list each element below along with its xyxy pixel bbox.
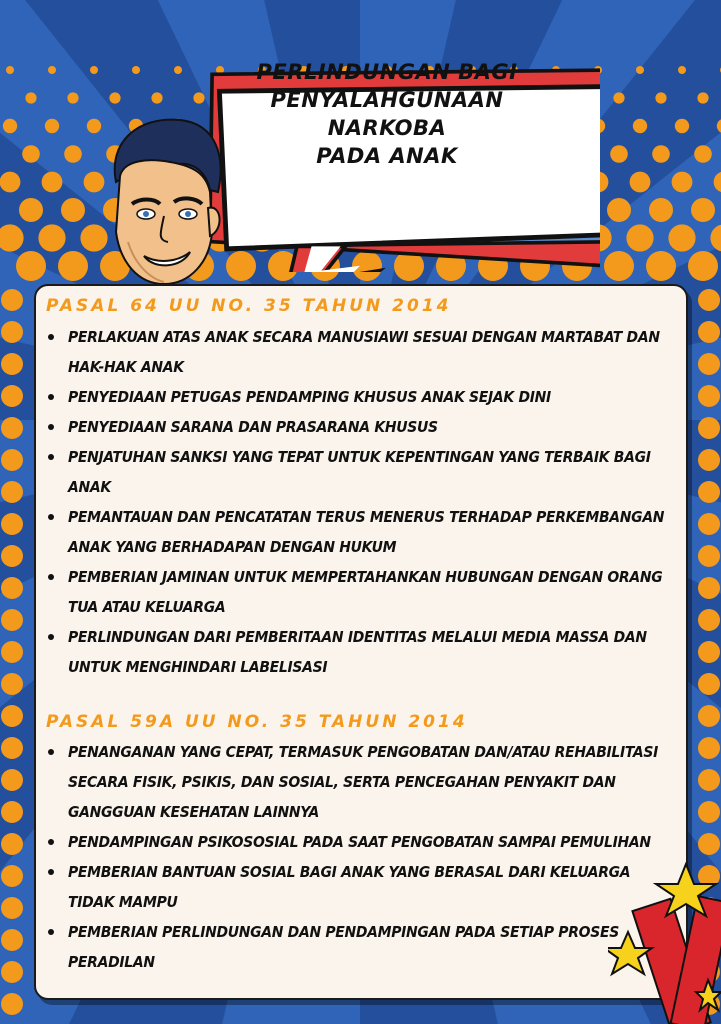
bullet-icon — [48, 749, 54, 755]
halftone-dot — [678, 66, 686, 74]
halftone-dot — [1, 513, 23, 535]
halftone-dot — [67, 92, 78, 103]
list-item-text: PEMBERIAN JAMINAN UNTUK MEMPERTAHANKAN HUBUNGAN DENGAN ORANG TUA ATAU KELUARGA — [68, 568, 663, 616]
bullet-icon — [48, 929, 54, 935]
halftone-dot — [626, 224, 653, 251]
halftone-dot — [48, 66, 56, 74]
halftone-dot — [691, 198, 715, 222]
bullet-icon — [48, 574, 54, 580]
halftone-dot — [698, 801, 720, 823]
list-item-text: PEMBERIAN PERLINDUNGAN DAN PENDAMPINGAN PADA SETIAP PROSES PERADILAN — [68, 923, 619, 971]
halftone-dot — [604, 251, 634, 281]
halftone-dot — [1, 481, 23, 503]
list-item-text: PENANGANAN YANG CEPAT, TERMASUK PENGOBATAN DAN/ATAU REHABILITASI SECARA FISIK, PSIKIS, DAN SOSIAL, SERTA PENCEGAHAN PENYAKIT DAN GANGGUAN KESEHATAN LAINNYA — [68, 743, 659, 821]
list-item — [44, 562, 676, 622]
halftone-dot — [174, 66, 182, 74]
bullet-icon — [48, 334, 54, 340]
list-item-text: PENYEDIAAN SARANA DAN PRASARANA KHUSUS — [68, 418, 438, 436]
halftone-dot — [64, 145, 82, 163]
list-item-text: PERLAKUAN ATAS ANAK SECARA MANUSIAWI SESUAI DENGAN MARTABAT DAN HAK-HAK ANAK — [68, 328, 660, 376]
list-item — [44, 917, 676, 977]
bullet-icon — [48, 394, 54, 400]
halftone-dot — [652, 145, 670, 163]
halftone-dot — [649, 198, 673, 222]
halftone-dot — [42, 172, 63, 193]
list-item-text: PENDAMPINGAN PSIKOSOSIAL PADA SAAT PENGOBATAN SAMPAI PEMULIHAN — [68, 833, 651, 851]
halftone-dot — [698, 737, 720, 759]
list-item — [44, 622, 676, 682]
stars-decoration — [608, 862, 721, 1024]
bullet-icon — [48, 839, 54, 845]
halftone-dot — [1, 449, 23, 471]
halftone-dot — [672, 172, 693, 193]
halftone-dot — [61, 198, 85, 222]
list-item-text: PERLINDUNGAN DARI PEMBERITAAN IDENTITAS MELALUI MEDIA MASSA DAN UNTUK MENGHINDARI LABELISASI — [68, 628, 647, 676]
halftone-dot — [1, 673, 23, 695]
halftone-dot — [607, 198, 631, 222]
list-item-text: PEMANTAUAN DAN PENCATATAN TERUS MENERUS TERHADAP PERKEMBANGAN ANAK YANG BERHADAPAN DENGAN HUKUM — [68, 508, 665, 556]
halftone-dot — [0, 172, 20, 193]
halftone-dot — [58, 251, 88, 281]
halftone-dot — [1, 801, 23, 823]
halftone-dot — [1, 769, 23, 791]
halftone-dot — [675, 119, 689, 133]
bullet-icon — [48, 424, 54, 430]
halftone-dot — [6, 66, 14, 74]
section-list — [44, 737, 676, 977]
list-item — [44, 827, 676, 857]
man-face-illustration — [98, 112, 228, 292]
title-line: PADA ANAK — [316, 144, 458, 168]
list-item — [44, 857, 676, 917]
halftone-dot — [19, 198, 43, 222]
list-item — [44, 322, 676, 382]
bullet-icon — [48, 869, 54, 875]
halftone-dot — [698, 577, 720, 599]
list-item-text: PEMBERIAN BANTUAN SOSIAL BAGI ANAK YANG BERASAL DARI KELUARGA TIDAK MAMPU — [68, 863, 631, 911]
halftone-dot — [132, 66, 140, 74]
halftone-dot — [694, 145, 712, 163]
halftone-dot — [698, 769, 720, 791]
halftone-dot — [668, 224, 695, 251]
halftone-dot — [1, 545, 23, 567]
title-line: PENYALAHGUNAAN NARKOBA — [270, 88, 504, 140]
halftone-dot — [1, 385, 23, 407]
halftone-dot — [1, 897, 23, 919]
halftone-dot — [1, 929, 23, 951]
list-item — [44, 442, 676, 502]
halftone-dot — [1, 641, 23, 663]
halftone-dot — [698, 673, 720, 695]
halftone-dot — [22, 145, 40, 163]
halftone-dot — [698, 385, 720, 407]
list-item-text: PENJATUHAN SANKSI YANG TEPAT UNTUK KEPENTINGAN YANG TERBAIK BAGI ANAK — [68, 448, 651, 496]
halftone-dot — [697, 92, 708, 103]
halftone-dot — [710, 224, 721, 251]
section-list — [44, 322, 676, 682]
halftone-dot — [698, 641, 720, 663]
list-item — [44, 382, 676, 412]
halftone-dot — [633, 119, 647, 133]
halftone-dot — [688, 251, 718, 281]
bullet-icon — [48, 634, 54, 640]
bullet-icon — [48, 454, 54, 460]
halftone-dot — [610, 145, 628, 163]
halftone-dot — [698, 481, 720, 503]
halftone-dot — [1, 417, 23, 439]
halftone-dot — [698, 353, 720, 375]
halftone-dot — [109, 92, 120, 103]
halftone-dot — [1, 577, 23, 599]
halftone-dot — [698, 833, 720, 855]
halftone-dot — [1, 321, 23, 343]
list-item — [44, 412, 676, 442]
page-title — [232, 58, 542, 170]
halftone-dot — [698, 321, 720, 343]
halftone-dot — [3, 119, 17, 133]
halftone-dot — [90, 66, 98, 74]
halftone-dot — [1, 705, 23, 727]
halftone-dot — [1, 865, 23, 887]
halftone-dot — [1, 353, 23, 375]
halftone-dot — [1, 737, 23, 759]
halftone-dot — [714, 172, 721, 193]
halftone-dot — [698, 705, 720, 727]
title-line: PERLINDUNGAN BAGI — [256, 60, 518, 84]
halftone-dot — [45, 119, 59, 133]
list-item — [44, 737, 676, 827]
halftone-dot — [613, 92, 624, 103]
halftone-dot — [636, 66, 644, 74]
halftone-dot — [38, 224, 65, 251]
halftone-dot — [1, 961, 23, 983]
halftone-dot — [698, 545, 720, 567]
halftone-dot — [698, 609, 720, 631]
halftone-dot — [646, 251, 676, 281]
halftone-dot — [1, 993, 23, 1015]
section-heading: PASAL 64 UU NO. 35 TAHUN 2014 — [46, 296, 452, 316]
halftone-dot — [698, 449, 720, 471]
halftone-dot — [16, 251, 46, 281]
bullet-icon — [48, 514, 54, 520]
halftone-dot — [698, 513, 720, 535]
list-item-text: PENYEDIAAN PETUGAS PENDAMPING KHUSUS ANAK SEJAK DINI — [68, 388, 551, 406]
halftone-dot — [630, 172, 651, 193]
list-item — [44, 502, 676, 562]
halftone-dot — [655, 92, 666, 103]
halftone-dot — [1, 289, 23, 311]
halftone-dot — [1, 833, 23, 855]
halftone-dot — [25, 92, 36, 103]
halftone-dot — [1, 609, 23, 631]
section-heading: PASAL 59A UU NO. 35 TAHUN 2014 — [46, 712, 468, 732]
halftone-dot — [698, 289, 720, 311]
halftone-dot — [698, 417, 720, 439]
halftone-dot — [151, 92, 162, 103]
